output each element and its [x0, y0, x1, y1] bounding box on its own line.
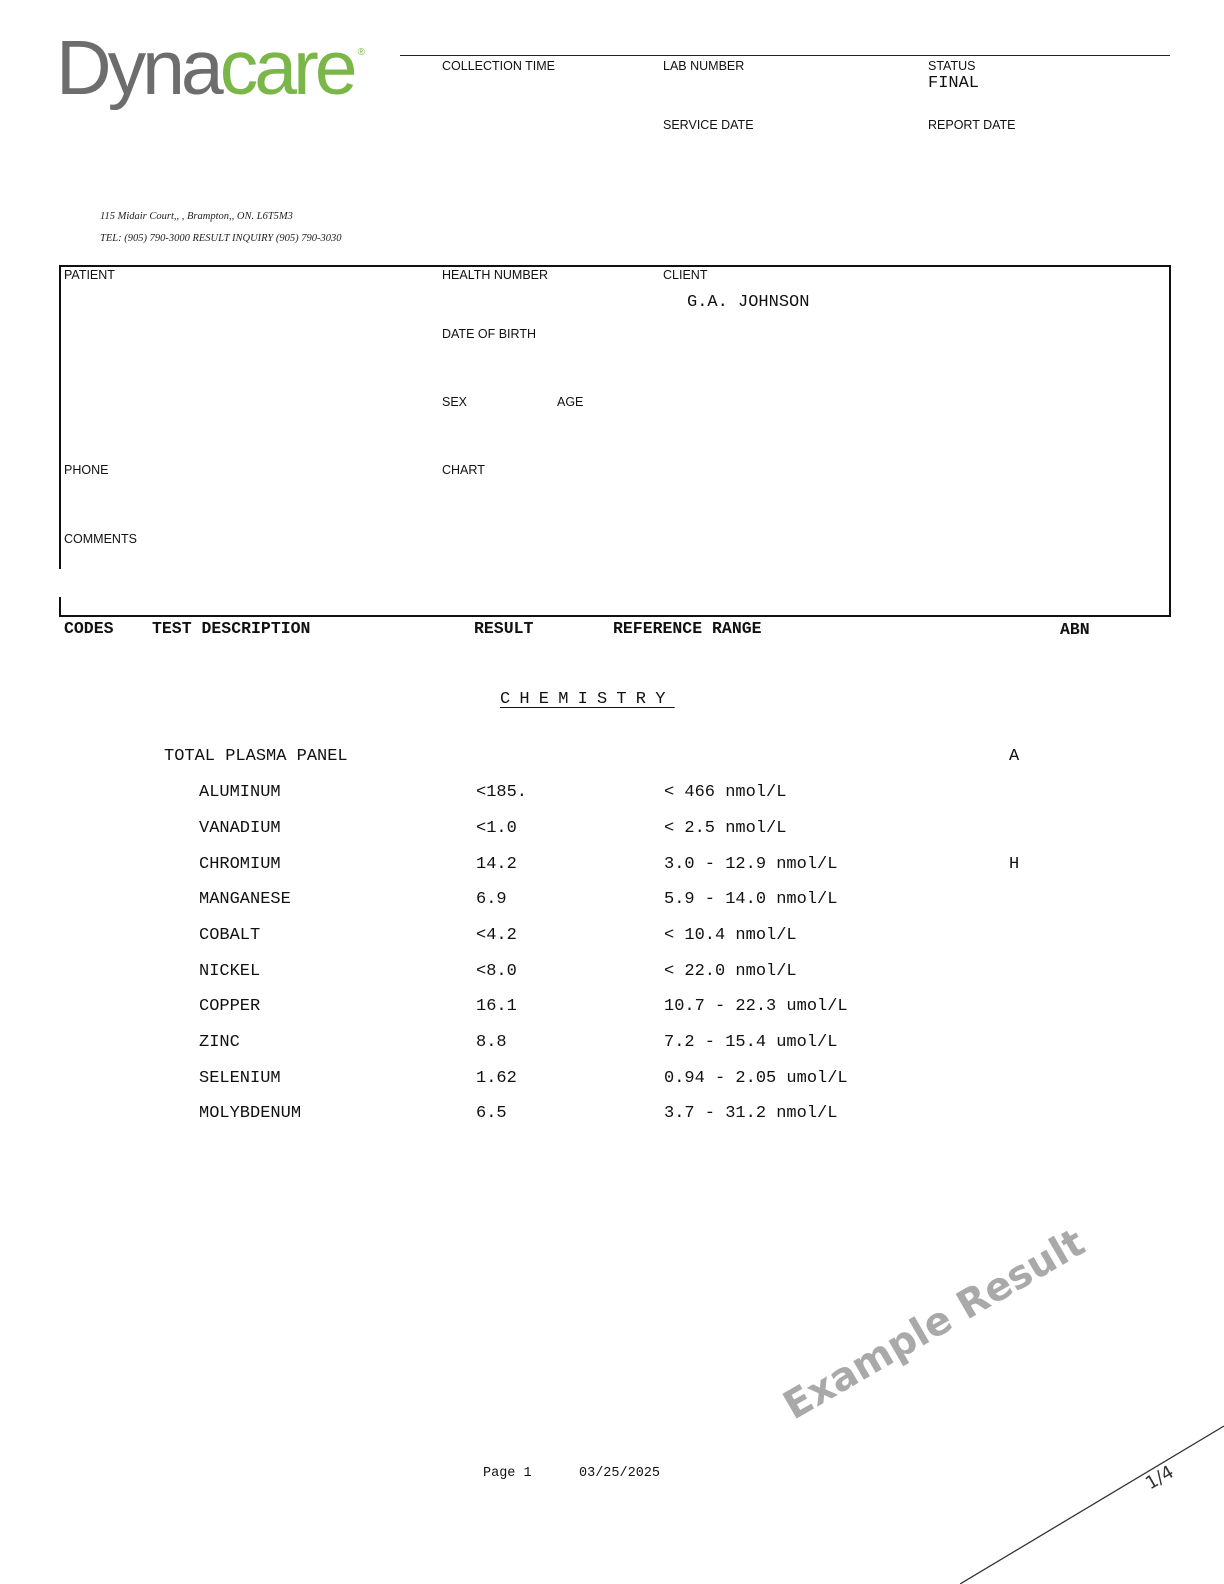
test-description-header: TEST DESCRIPTION [152, 619, 311, 638]
test-reference-range: < 10.4 nmol/L [664, 926, 797, 945]
test-result: 1.62 [476, 1069, 517, 1088]
logo-text-dyna: Dyna [56, 25, 220, 111]
test-reference-range: 5.9 - 14.0 nmol/L [664, 890, 838, 909]
test-name: COPPER [199, 997, 261, 1016]
test-reference-range: 10.7 - 22.3 umol/L [664, 997, 848, 1016]
test-result: <185. [476, 783, 528, 802]
age-label: AGE [557, 395, 584, 409]
date-of-birth-label: DATE OF BIRTH [442, 327, 536, 341]
test-reference-range: < 466 nmol/L [664, 783, 787, 802]
test-name: SELENIUM [199, 1069, 281, 1088]
panel-flag: A [1009, 747, 1020, 766]
health-number-label: HEALTH NUMBER [442, 268, 549, 282]
result-header: RESULT [474, 619, 534, 638]
page-corner-line [960, 1420, 1224, 1584]
status-value: FINAL [928, 74, 980, 93]
test-name: MANGANESE [199, 890, 291, 909]
patient-info-box [59, 265, 1171, 617]
box-border-gap [57, 569, 63, 597]
panel-name: TOTAL PLASMA PANEL [164, 747, 348, 766]
test-abn-flag: H [1009, 855, 1020, 874]
test-reference-range: 3.7 - 31.2 nmol/L [664, 1104, 838, 1123]
test-result: <4.2 [476, 926, 517, 945]
abn-header: ABN [1060, 620, 1090, 639]
collection-time-label: COLLECTION TIME [442, 59, 555, 73]
page-count: 1/4 [1142, 1461, 1178, 1495]
test-result: 6.9 [476, 890, 507, 909]
test-name: CHROMIUM [199, 855, 281, 874]
test-result: 14.2 [476, 855, 517, 874]
lab-address: 115 Midair Court,, , Brampton,, ON. L6T5M3 [100, 211, 293, 222]
page-number: Page 1 [483, 1466, 532, 1481]
logo-text-care: care [219, 25, 354, 111]
phone-label: PHONE [64, 463, 109, 477]
example-result-watermark: Example Result [776, 1220, 1093, 1429]
lab-number-label: LAB NUMBER [663, 59, 745, 73]
service-date-label: SERVICE DATE [663, 118, 754, 132]
section-title: CHEMISTRY [500, 690, 675, 709]
test-name: ALUMINUM [199, 783, 281, 802]
lab-phone: TEL: (905) 790-3000 RESULT INQUIRY (905) 790-3030 [100, 233, 342, 244]
test-reference-range: 3.0 - 12.9 nmol/L [664, 855, 838, 874]
test-name: NICKEL [199, 962, 261, 981]
reference-range-header: REFERENCE RANGE [613, 619, 762, 638]
test-result: <8.0 [476, 962, 517, 981]
chart-label: CHART [442, 463, 485, 477]
test-reference-range: 7.2 - 15.4 umol/L [664, 1033, 838, 1052]
test-name: COBALT [199, 926, 261, 945]
test-result: 8.8 [476, 1033, 507, 1052]
patient-label: PATIENT [64, 268, 115, 282]
codes-header: CODES [64, 619, 114, 638]
status-label: STATUS [928, 59, 976, 73]
test-result: 16.1 [476, 997, 517, 1016]
test-name: ZINC [199, 1033, 240, 1052]
test-result: <1.0 [476, 819, 517, 838]
header-rule [400, 55, 1170, 56]
test-name: MOLYBDENUM [199, 1104, 302, 1123]
test-reference-range: < 2.5 nmol/L [664, 819, 787, 838]
dynacare-logo [56, 25, 365, 111]
registered-mark: ® [357, 47, 365, 58]
report-print-date: 03/25/2025 [579, 1466, 661, 1481]
client-value: G.A. JOHNSON [687, 293, 810, 312]
sex-label: SEX [442, 395, 468, 409]
test-name: VANADIUM [199, 819, 281, 838]
test-result: 6.5 [476, 1104, 507, 1123]
client-label: CLIENT [663, 268, 708, 282]
comments-label: COMMENTS [64, 532, 137, 546]
test-reference-range: < 22.0 nmol/L [664, 962, 797, 981]
test-reference-range: 0.94 - 2.05 umol/L [664, 1069, 848, 1088]
report-date-label: REPORT DATE [928, 118, 1016, 132]
